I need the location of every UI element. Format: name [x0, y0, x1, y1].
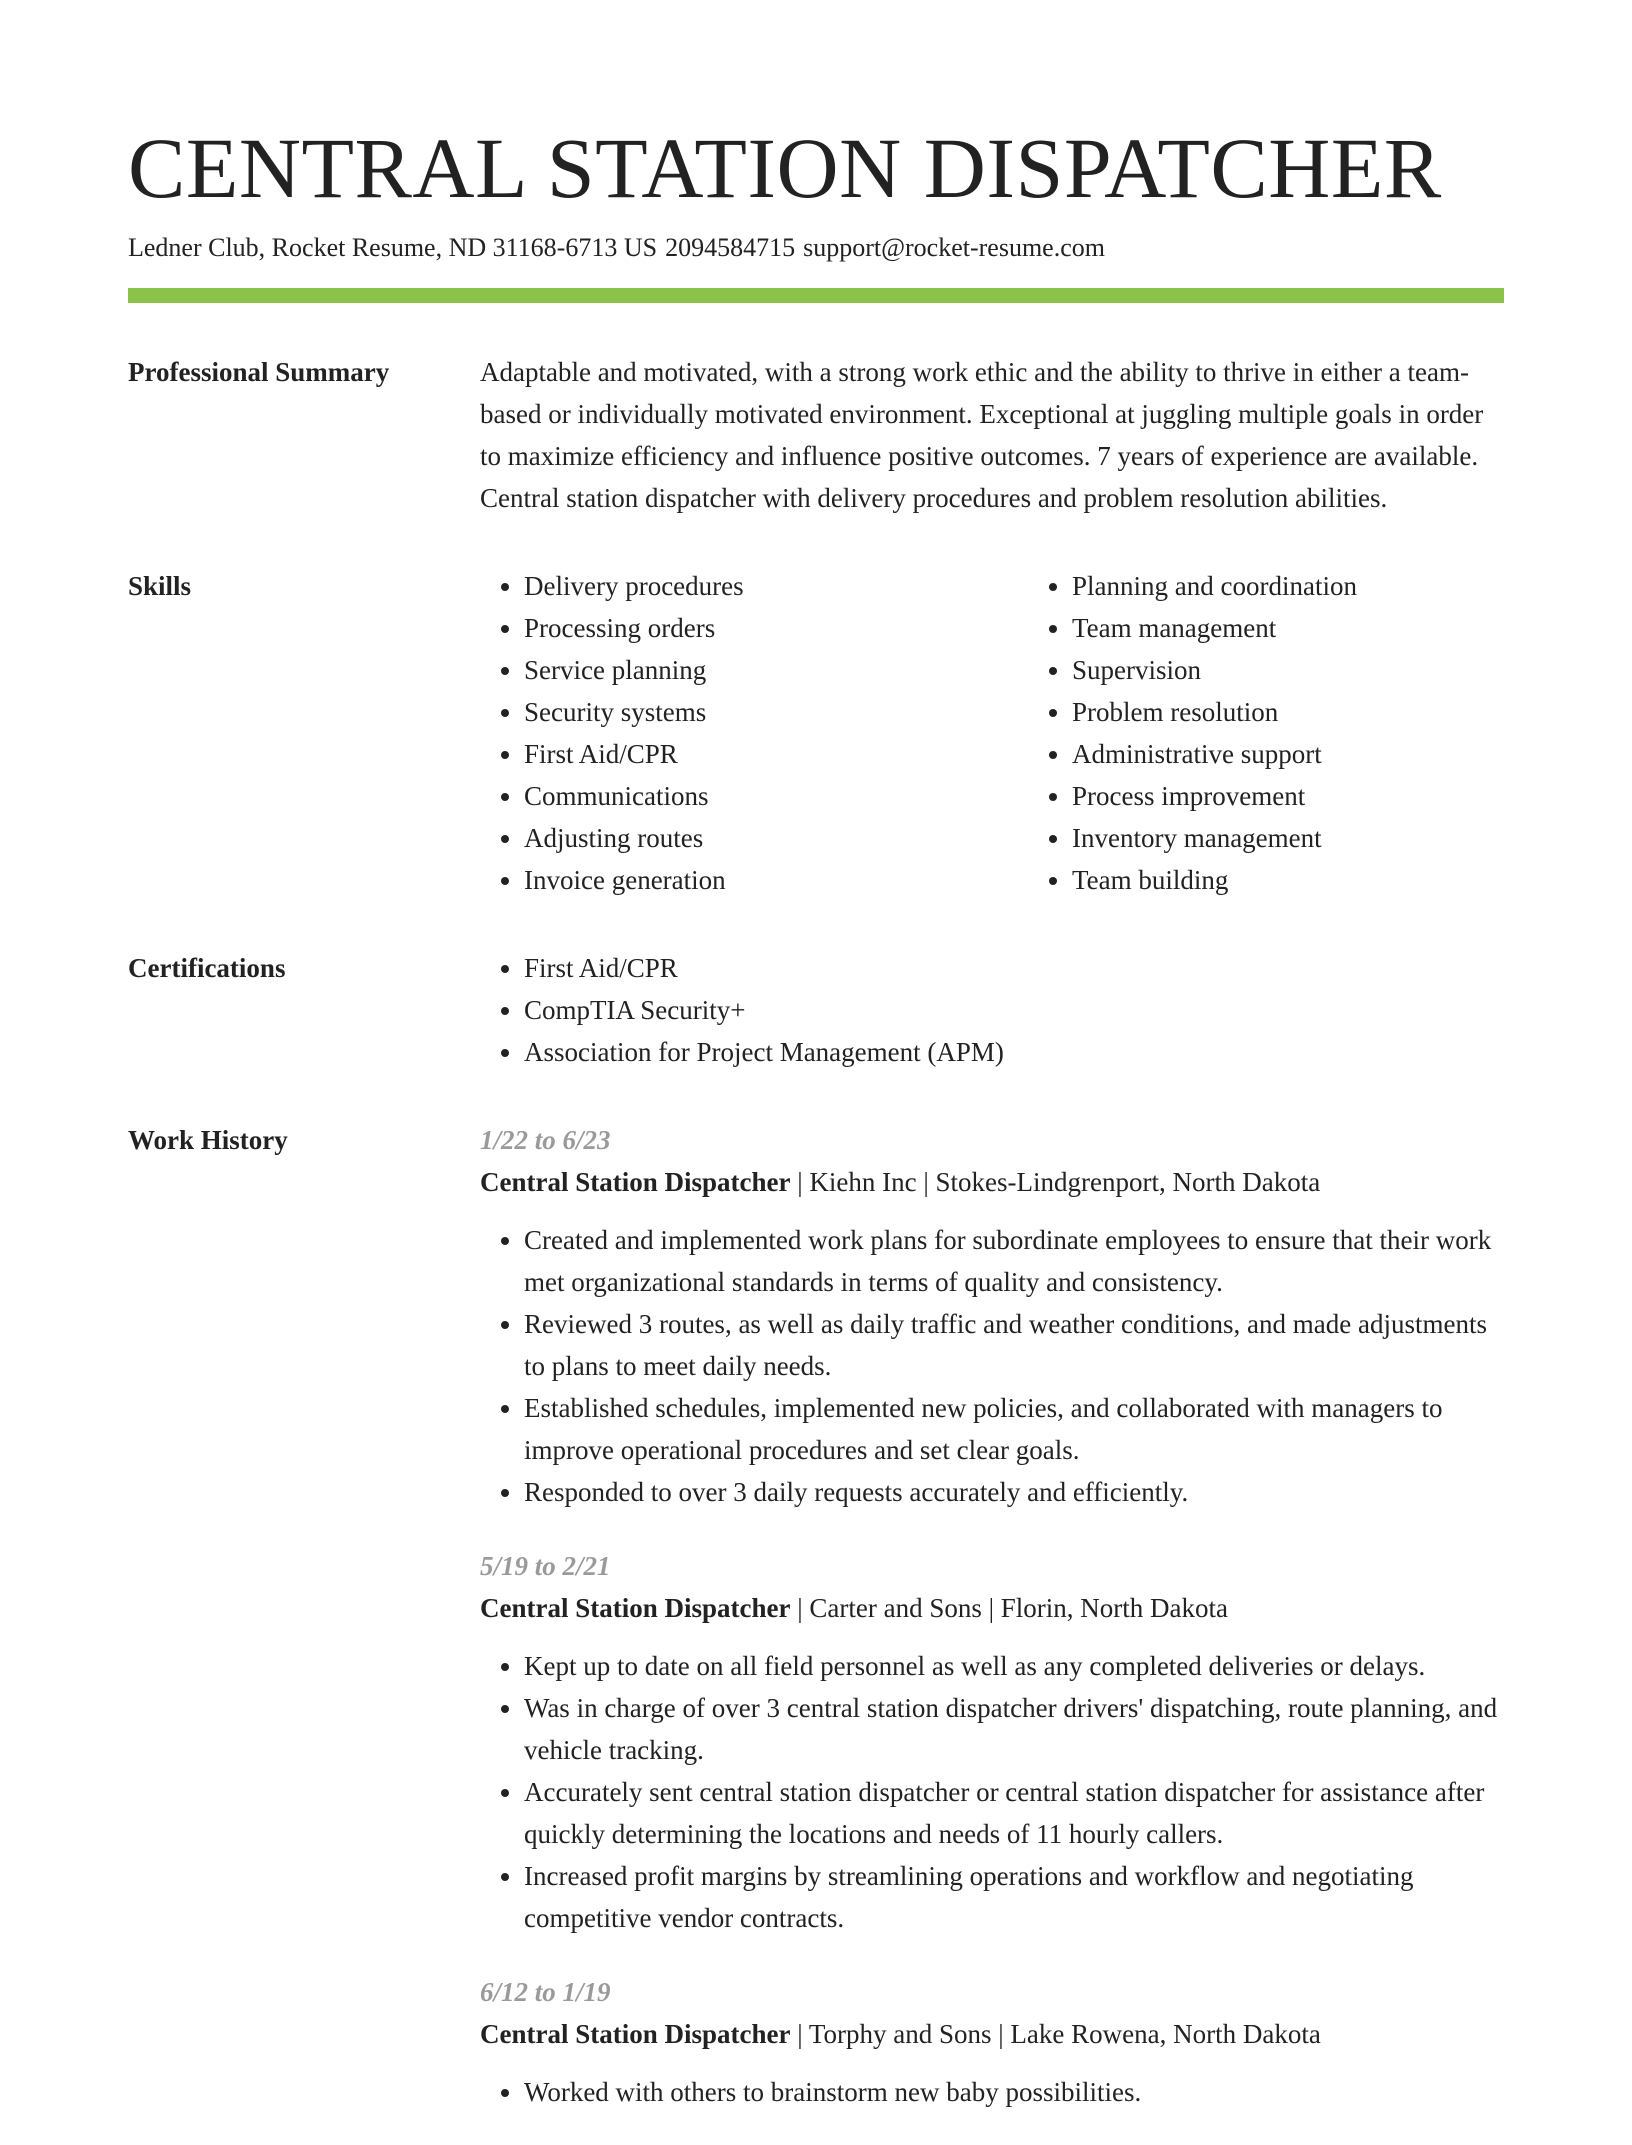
job-entry [480, 1545, 1504, 1939]
skill-item: • Administrative support [1072, 733, 1576, 775]
contact-address: Ledner Club, Rocket Resume, ND 31168-6713 US [128, 233, 658, 262]
job-employer-location: | Kiehn Inc | Stokes-Lindgrenport, North Dakota [790, 1167, 1321, 1197]
summary-text: Adaptable and motivated, with a strong work ethic and the ability to thrive in either a team-based or individually motivated environment. Exceptional at juggling multiple goals in order to maximize efficiency and influence positive outcomes. 7 years of experience are available. Central station dispatcher with delivery procedures and problem resolution abilities. [480, 357, 1484, 513]
section-label-certifications: Certifications [128, 953, 286, 983]
work-history-section [128, 1119, 1504, 2145]
job-dates: 6/12 to 1/19 [480, 1977, 611, 2007]
job-dates: 5/19 to 2/21 [480, 1551, 611, 1581]
skills-list-right [1028, 565, 1576, 901]
job-bullet: • Worked with others to brainstorm new baby possibilities. [524, 2071, 1504, 2113]
job-bullet: • Increased profit margins by streamlining operations and workflow and negotiating competitive vendor contracts. [524, 1855, 1504, 1939]
job-title: Central Station Dispatcher [480, 1593, 791, 1623]
job-dates: 1/22 to 6/23 [480, 1125, 611, 1155]
skills-list-left [480, 565, 1028, 901]
job-title: Central Station Dispatcher [480, 2019, 791, 2049]
skill-item: • Inventory management [1072, 817, 1576, 859]
section-label-summary: Professional Summary [128, 357, 390, 387]
job-title-line [480, 1587, 1504, 1629]
accent-divider [128, 288, 1504, 303]
skill-item: • Communications [524, 775, 1028, 817]
skill-item: • Service planning [524, 649, 1028, 691]
job-bullet: • Reviewed 3 routes, as well as daily traffic and weather conditions, and made adjustments to plans to meet daily needs. [524, 1303, 1504, 1387]
skill-item: • First Aid/CPR [524, 733, 1028, 775]
skill-item: • Invoice generation [524, 859, 1028, 901]
candidate-name: CENTRAL STATION DISPATCHER [128, 120, 1442, 216]
contact-phone: 2094584715 [665, 233, 796, 262]
job-bullet: • Was in charge of over 3 central station dispatcher drivers' dispatching, route planning, and vehicle tracking. [524, 1687, 1504, 1771]
contact-email: support@rocket-resume.com [803, 233, 1105, 262]
section-label-skills: Skills [128, 571, 192, 601]
certification-item: • Association for Project Management (APM) [524, 1031, 1504, 1073]
work-history-list [480, 1119, 1504, 2145]
skill-item: • Supervision [1072, 649, 1576, 691]
skill-item: • Planning and coordination [1072, 565, 1576, 607]
skill-item: • Team building [1072, 859, 1576, 901]
job-title: Central Station Dispatcher [480, 1167, 791, 1197]
job-bullet: • Responded to over 3 daily requests accurately and efficiently. [524, 1471, 1504, 1513]
job-employer-location: | Torphy and Sons | Lake Rowena, North Dakota [790, 2019, 1321, 2049]
skill-item: • Process improvement [1072, 775, 1576, 817]
job-bullet: • Kept up to date on all field personnel as well as any completed deliveries or delays. [524, 1645, 1504, 1687]
certifications-list [480, 947, 1504, 1073]
certification-item: • CompTIA Security+ [524, 989, 1504, 1031]
job-bullets [480, 2071, 1504, 2113]
certification-item: • First Aid/CPR [524, 947, 1504, 989]
contact-line [128, 230, 1504, 266]
job-bullet: • Established schedules, implemented new policies, and collaborated with managers to improve operational procedures and set clear goals. [524, 1387, 1504, 1471]
skills-section [128, 565, 1504, 901]
job-bullet: • Accurately sent central station dispatcher or central station dispatcher for assistance after quickly determining the locations and needs of 11 hourly callers. [524, 1771, 1504, 1855]
skill-item: • Delivery procedures [524, 565, 1028, 607]
skill-item: • Adjusting routes [524, 817, 1028, 859]
skill-item: • Processing orders [524, 607, 1028, 649]
summary-section [128, 351, 1504, 519]
skill-item: • Security systems [524, 691, 1028, 733]
skill-item: • Team management [1072, 607, 1576, 649]
resume-page [128, 118, 1504, 2145]
job-entry [480, 1971, 1504, 2113]
job-entry [480, 1119, 1504, 1513]
section-label-work: Work History [128, 1125, 288, 1155]
job-bullets [480, 1219, 1504, 1513]
skill-item: • Problem resolution [1072, 691, 1576, 733]
job-title-line [480, 1161, 1504, 1203]
job-title-line [480, 2013, 1504, 2055]
certifications-section [128, 947, 1504, 1073]
job-bullet: • Created and implemented work plans for subordinate employees to ensure that their work met organizational standards in terms of quality and consistency. [524, 1219, 1504, 1303]
job-bullets [480, 1645, 1504, 1939]
job-employer-location: | Carter and Sons | Florin, North Dakota [790, 1593, 1228, 1623]
